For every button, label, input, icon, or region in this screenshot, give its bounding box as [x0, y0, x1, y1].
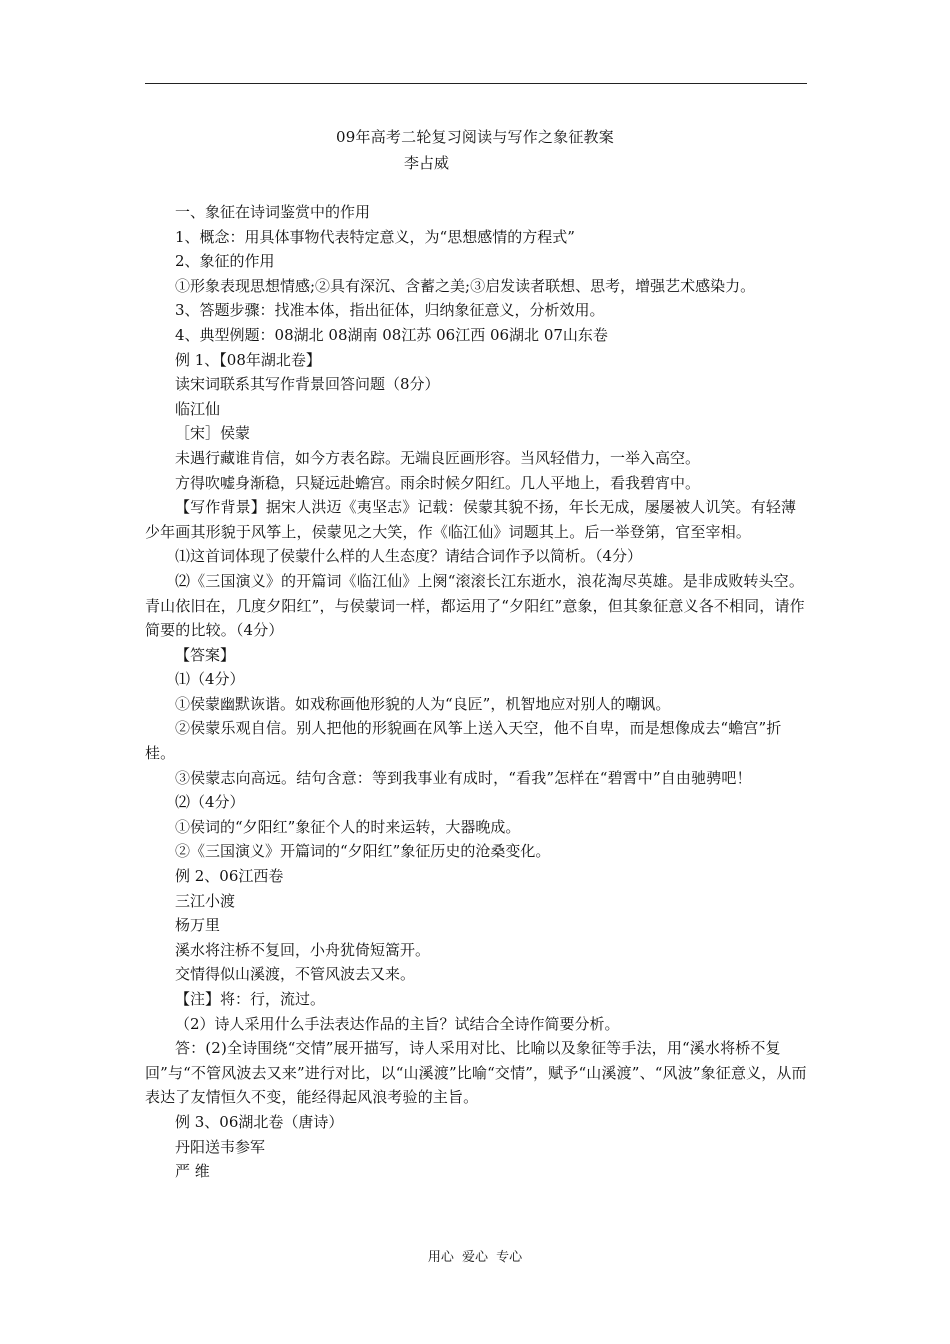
- body-line: ⑵（4分）: [175, 793, 245, 812]
- example-heading: 例 2、06江西卷: [175, 867, 284, 886]
- poem-line: 溪水将注桥不复回，小舟犹倚短篙开。: [175, 940, 431, 959]
- body-paragraph: ③侯蒙志向高远。结句含意：等到我事业有成时，“看我”怎样在“碧霄中”自由驰骋吧！: [175, 768, 752, 787]
- body-line: ①侯词的“夕阳红”象征个人的时来运转，大器晚成。: [175, 817, 521, 836]
- example-heading: 例 3、06湖北卷（唐诗）: [175, 1112, 344, 1131]
- poem-line: 交情得似山溪渡，不管风波去又来。: [175, 965, 416, 984]
- body-line: 1、概念：用具体事物代表特定意义，为“思想感情的方程式”: [175, 227, 575, 246]
- body-line: ①侯蒙幽默诙谐。如戏称画他形貌的人为“良匠”，机智地应对别人的嘲讽。: [175, 694, 671, 713]
- page-footer: 用心 爱心 专心: [427, 1250, 523, 1265]
- poem-title: 临江仙: [175, 399, 221, 418]
- author-name: 李占威: [404, 154, 450, 172]
- poem-author: 杨万里: [175, 916, 221, 935]
- poem-line: 方得吹嘘身渐稳，只疑远赴蟾宫。雨余时候夕阳红。几人平地上，看我碧宵中。: [175, 473, 701, 492]
- body-line: ⑴（4分）: [175, 670, 245, 689]
- note: 【注】将：行，流过。: [175, 990, 326, 1008]
- poem-author: 严 维: [175, 1162, 210, 1181]
- document-title: 09年高考二轮复习阅读与写作之象征教案: [336, 128, 614, 146]
- body-line: 2、象征的作用: [175, 252, 275, 271]
- body-line: 4、典型例题：08湖北 08湖南 08江苏 06江西 06湖北 07山东卷: [175, 325, 608, 344]
- body-paragraph: 【写作背景】据宋人洪迈《夷坚志》记载：侯蒙其貌不扬，年长无成，屡屡被人讥笑。有轻薄少年画其形貌于风筝上，侯蒙见之大笑，作《临江仙》词题其上。后一举登第，官至宰相。: [145, 498, 797, 541]
- answer-heading: 【答案】: [175, 645, 236, 664]
- section-heading: 一、象征在诗词鉴赏中的作用: [175, 203, 371, 221]
- document-body: [145, 200, 808, 1184]
- example-heading: 例 1、【08年湖北卷】: [175, 350, 321, 369]
- body-paragraph: 答：(2)全诗围绕“交情”展开描写，诗人采用对比、比喻以及象征等手法，用“溪水将桥不复回”与“不管风波去又来”进行对比，以“山溪渡”比喻“交情”，赋予“山溪渡”、“风波”象征意义，从而表达了友情恒久不变，能经得起风浪考验的主旨。: [145, 1039, 807, 1107]
- question: ⑴这首词体现了侯蒙什么样的人生态度？请结合词作予以简析。（4分）: [175, 547, 643, 566]
- poem-author: ［宋］侯蒙: [175, 424, 251, 443]
- body-line: ②《三国演义》开篇词的“夕阳红”象征历史的沧桑变化。: [175, 842, 551, 861]
- poem-line: 未遇行藏谁肯信，如今方表名踪。无端良匠画形容。当风轻借力，一举入高空。: [175, 448, 701, 467]
- poem-title: 三江小渡: [175, 891, 236, 910]
- body-line: ①形象表现思想情感;②具有深沉、含蓄之美;③启发读者联想、思考，增强艺术感染力。: [175, 276, 756, 295]
- poem-title: 丹阳送韦参军: [175, 1137, 266, 1156]
- body-paragraph: ②侯蒙乐观自信。别人把他的形貌画在风筝上送入天空，他不自卑，而是想像成去“蟾宫”折桂。: [145, 719, 782, 763]
- body-line: 3、答题步骤：找准本体，指出征体，归纳象征意义，分析效用。: [175, 301, 605, 320]
- body-line: 读宋词联系其写作背景回答问题（8分）: [175, 375, 440, 394]
- question: （2）诗人采用什么手法表达作品的主旨？试结合全诗作简要分析。: [175, 1014, 620, 1033]
- header-rule: [145, 83, 807, 84]
- question: ⑵《三国演义》的开篇词《临江仙》上阕“滚滚长江东逝水，浪花淘尽英雄。是非成败转头空。青山依旧在，几度夕阳红”，与侯蒙词一样，都运用了“夕阳红”意象，但其象征意义各不相同，请作简要的比较。（4分）: [145, 571, 805, 640]
